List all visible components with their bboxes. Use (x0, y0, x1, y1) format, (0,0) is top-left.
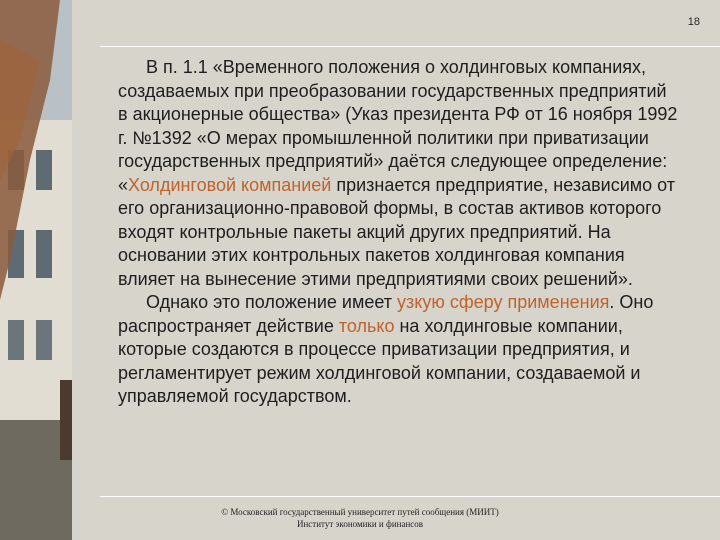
paragraph1-text-before: В п. 1.1 «Временного положения о холдинговых компаниях, создаваемых при преобразовании государственных предприятий в акционерные общества» (Указ президента РФ от 16 ноября 1992 г. №1392 «О мерах промышленной политики при приватизации государственных предприятий» даётся следующее определение: « (118, 57, 678, 195)
paragraph-definition (118, 56, 678, 291)
footer-institute: Институт экономики и финансов (296, 519, 424, 529)
only-highlight: только (338, 315, 395, 336)
paragraph2-part2: . Оно распространяет действие (118, 292, 654, 336)
slide-number: 18 (687, 16, 700, 28)
paragraph2-part3: на холдинговые компании, которые создаются в процессе приватизации предприятия, и регламентирует режим холдинговой компании, создаваемой и управляемой государством. (118, 315, 641, 406)
footer-copyright: © Московский государственный университет путей сообщения (МИИТ) (221, 507, 499, 517)
slide-footer (200, 506, 520, 530)
paragraph2-part1: Однако это положение имеет (146, 292, 398, 312)
top-divider (100, 46, 720, 47)
bottom-divider (100, 496, 720, 497)
paragraph-scope (118, 291, 678, 409)
paragraph1-text-after: признается предприятие, независимо от его организационно-правовой формы, в состав активов которого входят контрольные пакеты акций других предприятий. На основании этих контрольных пакетов холдинговая компания влияет на вынесение этими предприятиями своих решений». (118, 174, 676, 289)
holding-company-term: Холдинговой компанией (128, 174, 332, 195)
slide-body (118, 56, 678, 409)
narrow-scope-highlight: узкую сферу применения (397, 292, 610, 312)
